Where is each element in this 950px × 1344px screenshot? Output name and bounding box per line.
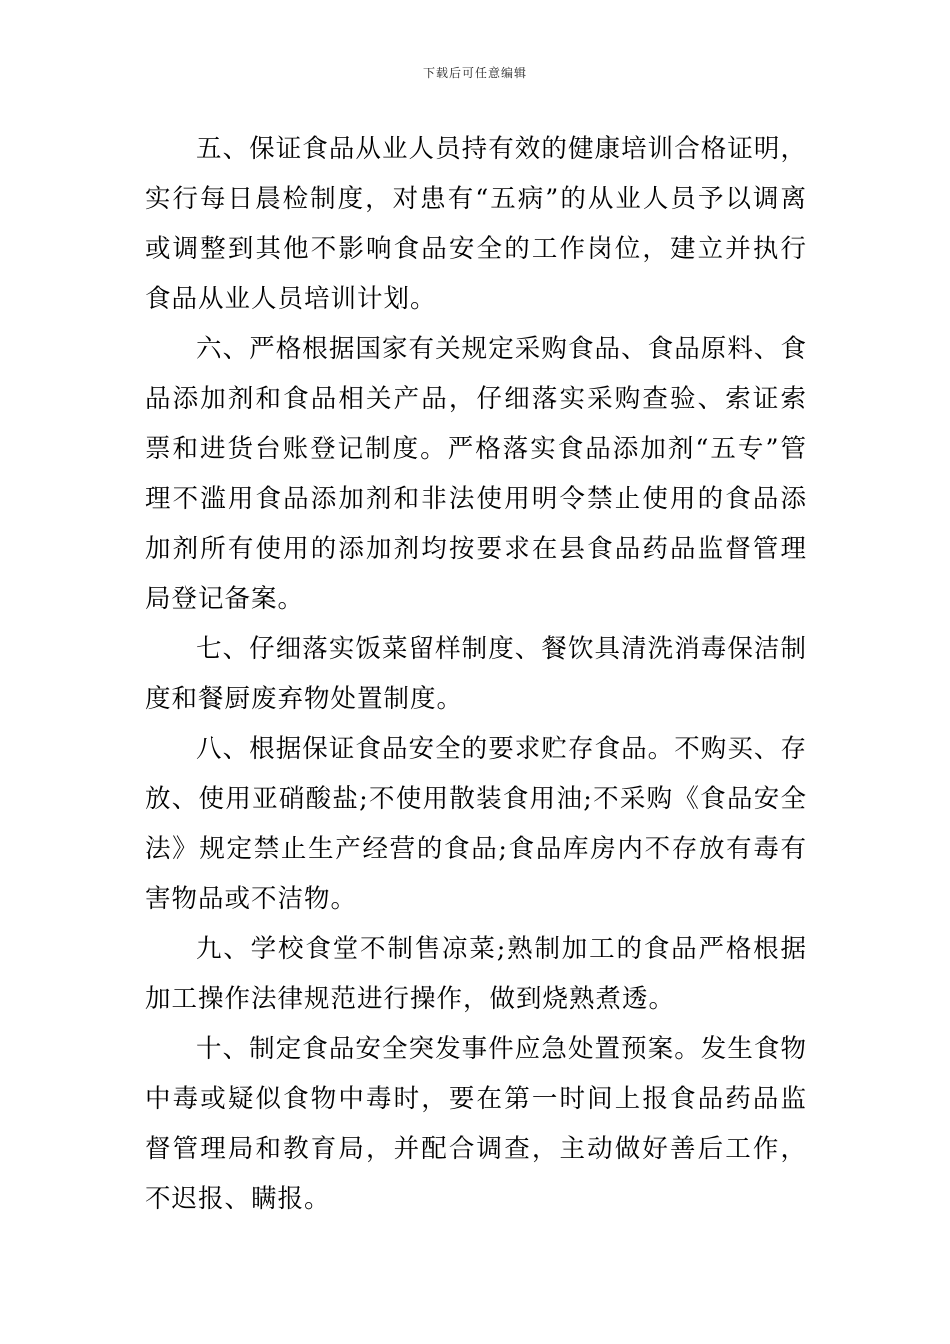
- paragraph-10: 十、制定食品安全突发事件应急处置预案。发生食物中毒或疑似食物中毒时，要在第一时间上报食品药品监督管理局和教育局，并配合调查，主动做好善后工作，不迟报、瞒报。: [145, 1034, 807, 1214]
- paragraph-8: 八、根据保证食品安全的要求贮存食品。不购买、存放、使用亚硝酸盐;不使用散装食用油;不采购《食品安全法》规定禁止生产经营的食品;食品库房内不存放有毒有害物品或不洁物。: [145, 734, 807, 914]
- paragraph-9: 九、学校食堂不制售凉菜;熟制加工的食品严格根据加工操作法律规范进行操作，做到烧熟煮透。: [145, 934, 807, 1014]
- page-header-note: 下载后可任意编辑: [422, 66, 527, 80]
- paragraph-5: 五、保证食品从业人员持有效的健康培训合格证明，实行每日晨检制度，对患有“五病”的从业人员予以调离或调整到其他不影响食品安全的工作岗位，建立并执行食品从业人员培训计划。: [145, 134, 807, 314]
- paragraph-7: 七、仔细落实饭菜留样制度、餐饮具清洗消毒保洁制度和餐厨废弃物处置制度。: [145, 634, 807, 714]
- document-body: [145, 124, 807, 1224]
- paragraph-6: 六、严格根据国家有关规定采购食品、食品原料、食品添加剂和食品相关产品，仔细落实采购查验、索证索票和进货台账登记制度。严格落实食品添加剂“五专”管理不滥用食品添加剂和非法使用明令禁止使用的食品添加剂所有使用的添加剂均按要求在县食品药品监督管理局登记备案。: [145, 334, 807, 614]
